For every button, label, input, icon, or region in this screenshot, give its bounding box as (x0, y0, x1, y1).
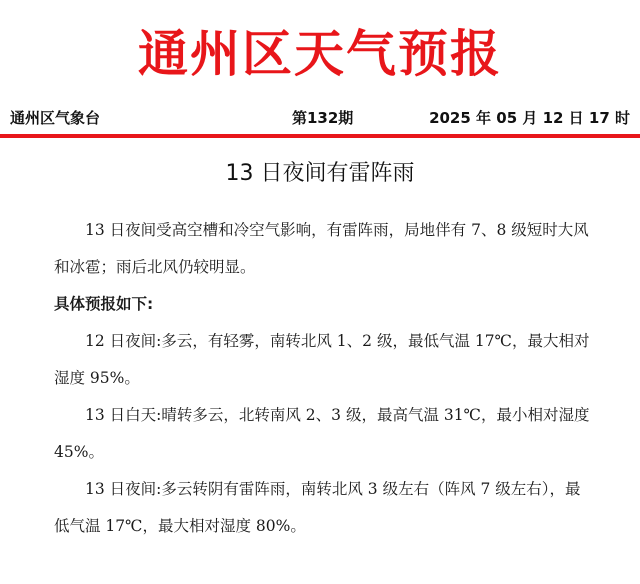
forecast-paragraph-13-day: 13 日白天:晴转多云，北转南风 2、3 级，最高气温 31℃，最小相对湿度 45%。 (54, 406, 590, 461)
issue-number: 第132期 (292, 109, 354, 127)
article-headline: 13 日夜间有雷阵雨 (225, 161, 415, 186)
forecast-paragraph-tonight: 12 日夜间:多云，有轻雾，南转北风 1、2 级，最低气温 17℃，最大相对湿度 95%。 (54, 332, 590, 387)
issuer-name: 通州区气象台 (10, 109, 101, 127)
issue-info-row (10, 106, 630, 130)
intro-paragraph: 13 日夜间受高空槽和冷空气影响，有雷阵雨，局地伴有 7、8 级短时大风和冰雹；雨后北风仍较明显。 (54, 221, 589, 276)
article-body (54, 212, 594, 545)
forecast-heading: 具体预报如下: (54, 295, 154, 313)
issue-time: 2025 年 05 月 12 日 17 时 (429, 109, 630, 127)
forecast-paragraph-13-night: 13 日夜间:多云转阴有雷阵雨，南转北风 3 级左右（阵风 7 级左右），最低气温 17℃，最大相对湿度 80%。 (54, 480, 581, 535)
masthead-title: 通州区天气预报 (138, 24, 502, 83)
header-divider (0, 134, 640, 138)
